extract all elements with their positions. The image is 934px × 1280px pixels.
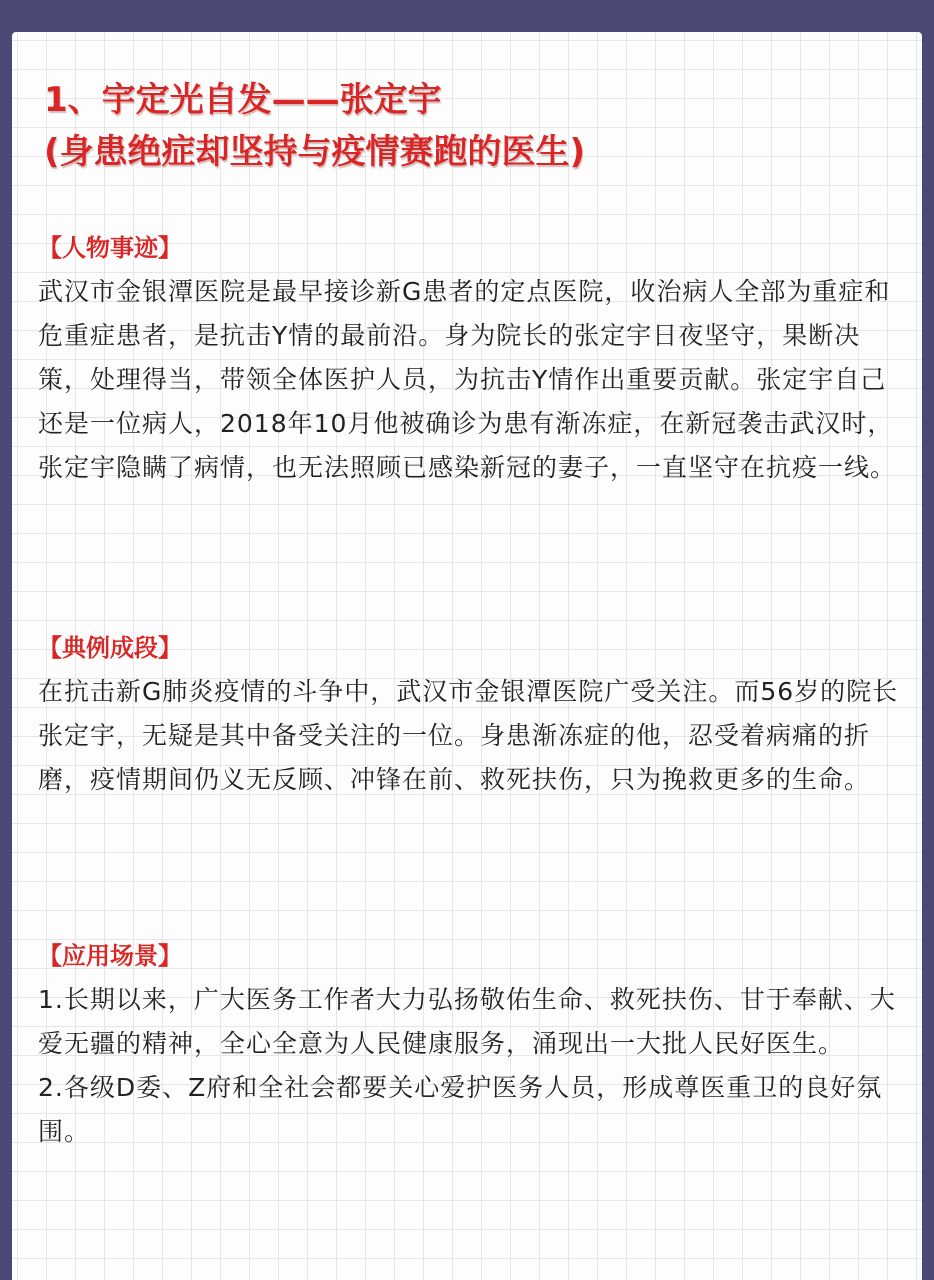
section-label: 【典例成段】 <box>38 634 182 662</box>
section-example-paragraph <box>28 628 906 802</box>
section-body <box>38 270 906 490</box>
page-title <box>44 74 585 178</box>
section-application-scenarios <box>28 936 906 1154</box>
paragraph: 在抗击新G肺炎疫情的斗争中，武汉市金银潭医院广受关注。而56岁的院长张定宇，无疑是其中备受关注的一位。身患渐冻症的他，忍受着病痛的折磨，疫情期间仍义无反顾、冲锋在前、救死扶伤，只为挽救更多的生命。 <box>38 677 899 794</box>
section-label: 【应用场景】 <box>38 942 182 970</box>
title-line-1: 1、宇定光自发——张定宇 <box>44 80 442 120</box>
section-label: 【人物事迹】 <box>38 234 182 262</box>
section-character-deeds <box>28 228 906 490</box>
paragraph: 武汉市金银潭医院是最早接诊新G患者的定点医院，收治病人全部为重症和危重症患者，是抗击Y情的最前沿。身为院长的张定宇日夜坚守，果断决策，处理得当，带领全体医护人员，为抗击Y情作出重要贡献。张定宇自己还是一位病人，2018年10月他被确诊为患有渐冻症，在新冠袭击武汉时，张定宇隐瞒了病情，也无法照顾已感染新冠的妻子，一直坚守在抗疫一线。 <box>38 277 897 482</box>
section-body <box>38 670 906 802</box>
section-body <box>38 978 906 1154</box>
paragraph: 2.各级D委、Z府和全社会都要关心爱护医务人员，形成尊医重卫的良好氛围。 <box>38 1073 883 1146</box>
title-line-2: (身患绝症却坚持与疫情赛跑的医生) <box>44 132 586 172</box>
paragraph: 1.长期以来，广大医务工作者大力弘扬敬佑生命、救死扶伤、甘于奉献、大爱无疆的精神，全心全意为人民健康服务，涌现出一大批人民好医生。 <box>38 985 896 1058</box>
